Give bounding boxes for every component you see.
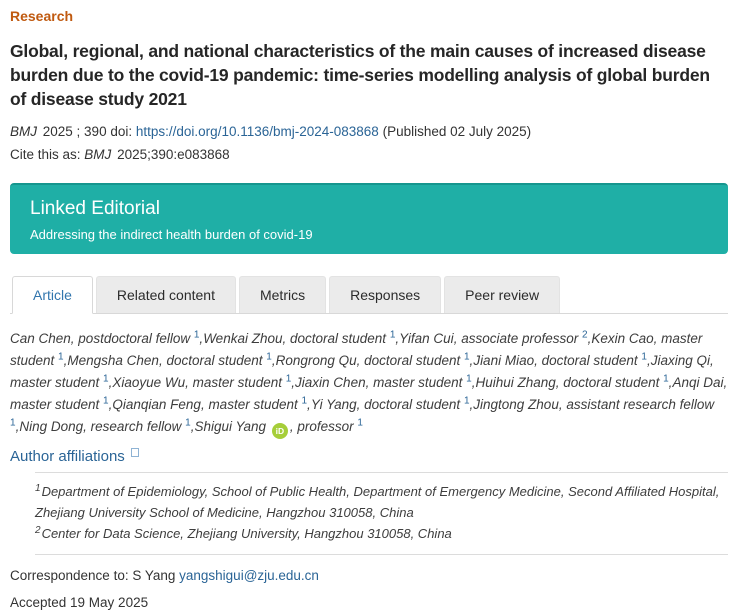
linked-editorial-banner[interactable] <box>10 183 728 254</box>
author: Xiaoyue Wu, master student $^1$ <box>112 373 292 390</box>
volume-info: 2025 ; 390 <box>42 124 107 139</box>
accepted-date: Accepted 19 May 2025 <box>10 595 149 610</box>
author: Wenkai Zhou, doctoral student $^1$ <box>203 329 396 346</box>
author: Jiaxin Chen, master student $^1$ <box>295 373 472 390</box>
doi-label: doi: <box>110 124 133 139</box>
affiliation-number: 1 <box>357 417 363 429</box>
author: Kexin Cao, master student $^1$ <box>10 331 703 368</box>
published-date: (Published 02 July 2025) <box>382 124 532 139</box>
author: Jingtong Zhou, assistant research fellow $^1$ <box>10 397 715 429</box>
affiliation-entry-number: 2 <box>35 524 41 536</box>
cite-reference: 2025;390:e083868 <box>117 147 230 162</box>
affiliation-number: 1 <box>266 351 272 363</box>
article-title: Global, regional, and national characteristics of the main causes of increased disease burden due to the covid-19 pandemic: time-series modelling analysis of global burden of disease study 2021 <box>10 41 710 109</box>
affiliation-number: 2 <box>582 329 588 341</box>
author: Anqi Dai, master student $^1$ <box>10 375 728 412</box>
affiliation-number: 1 <box>103 395 109 407</box>
affiliation-number: 1 <box>663 373 669 385</box>
journal-name: BMJ <box>10 124 37 139</box>
affiliation-number: 1 <box>641 351 647 363</box>
tab-related-content[interactable]: Related content <box>96 276 236 313</box>
author: Can Chen, postdoctoral fellow $^1$ <box>10 329 200 346</box>
expand-icon <box>131 448 139 457</box>
author: Qianqian Feng, master student $^1$ <box>112 395 308 412</box>
affiliation-number: 1 <box>185 417 191 429</box>
affiliation-number: 1 <box>389 329 396 341</box>
author: Ning Dong, research fellow $^1$ <box>19 417 191 434</box>
correspondence-prefix: Correspondence to: S Yang <box>10 568 176 583</box>
affiliation-number: 1 <box>466 373 472 385</box>
doi-link[interactable]: https://doi.org/10.1136/bmj-2024-083868 <box>135 124 379 139</box>
linked-editorial-title: Linked Editorial <box>30 198 160 219</box>
affiliation-number: 1 <box>301 395 308 407</box>
affiliation-number: 1 <box>463 395 470 407</box>
affiliation-number: 1 <box>103 373 109 385</box>
author: Yi Yang, doctoral student $^1$ <box>310 395 470 412</box>
correspondence-line <box>10 567 728 584</box>
tab-responses[interactable]: Responses <box>329 276 441 313</box>
tab-bar <box>10 276 728 314</box>
author: Yifan Cui, associate professor $^2$ <box>399 329 588 346</box>
cite-as-line <box>10 146 728 163</box>
tab-article[interactable]: Article <box>12 276 93 314</box>
affiliation-entry-number: 1 <box>35 482 41 494</box>
author-affiliations-label: Author affiliations <box>10 448 125 465</box>
author-list: Can Chen, postdoctoral fellow $^1$,Wenkai Zhou, doctoral student $^1$,Yifan Cui, associate professor $^2$,Kexin Cao, master student $^1$,Mengsha Chen, doctoral student $^1$,Rongrong Qu, doctoral student $^1$,Jiani Miao, doctoral student $^1$,Jiaxing Qi, master student $^1$,Xiaoyue Wu, master student $^1$,Jiaxin Chen, master student $^1$,Huihui Zhang, doctoral student $^1$,Anqi Dai, master student $^1$,Qianqian Feng, master student $^1$,Yi Yang, doctoral student $^1$,Jingtong Zhou, assistant research fellow $^1$,Ning Dong, research fellow $^1$,Shigui Yang iD , professor $^1$ <box>10 328 728 439</box>
author: Huihui Zhang, doctoral student $^1$ <box>475 373 669 390</box>
linked-editorial-subtitle[interactable]: Addressing the indirect health burden of covid-19 <box>30 227 313 242</box>
author: Shigui Yang iD , professor $^1$ <box>195 419 363 434</box>
tab-metrics[interactable]: Metrics <box>239 276 326 313</box>
affiliation-number: 1 <box>285 373 292 385</box>
affiliations-panel <box>35 472 728 555</box>
author: Jiani Miao, doctoral student $^1$ <box>473 351 647 368</box>
tab-peer-review[interactable]: Peer review <box>444 276 560 313</box>
correspondence-email-link[interactable]: yangshigui@zju.edu.cn <box>179 568 319 583</box>
cite-journal-name: BMJ <box>84 147 112 162</box>
author: Jiaxing Qi, master student $^1$ <box>10 353 714 390</box>
section-label: Research <box>10 8 74 24</box>
author: Rongrong Qu, doctoral student $^1$ <box>275 351 470 368</box>
author-affiliations-toggle[interactable] <box>10 447 728 466</box>
orcid-icon[interactable]: iD <box>272 423 288 439</box>
affiliation-number: 1 <box>463 351 470 363</box>
affiliation-entry: $^1$Department of Epidemiology, School of Public Health, Department of Emergency Medicine, Second Affiliated Hospital, Zhejiang University School of Medicine, Hangzhou 310058, China <box>35 482 720 520</box>
affiliation-number: 1 <box>193 329 200 341</box>
affiliation-entry: $^2$Center for Data Science, Zhejiang University, Hangzhou 310058, China <box>35 524 452 541</box>
author: Mengsha Chen, doctoral student $^1$ <box>67 351 272 368</box>
citation-line <box>10 123 728 140</box>
affiliation-number: 1 <box>58 351 64 363</box>
cite-prefix: Cite this as: <box>10 147 81 162</box>
affiliation-number: 1 <box>10 417 16 429</box>
